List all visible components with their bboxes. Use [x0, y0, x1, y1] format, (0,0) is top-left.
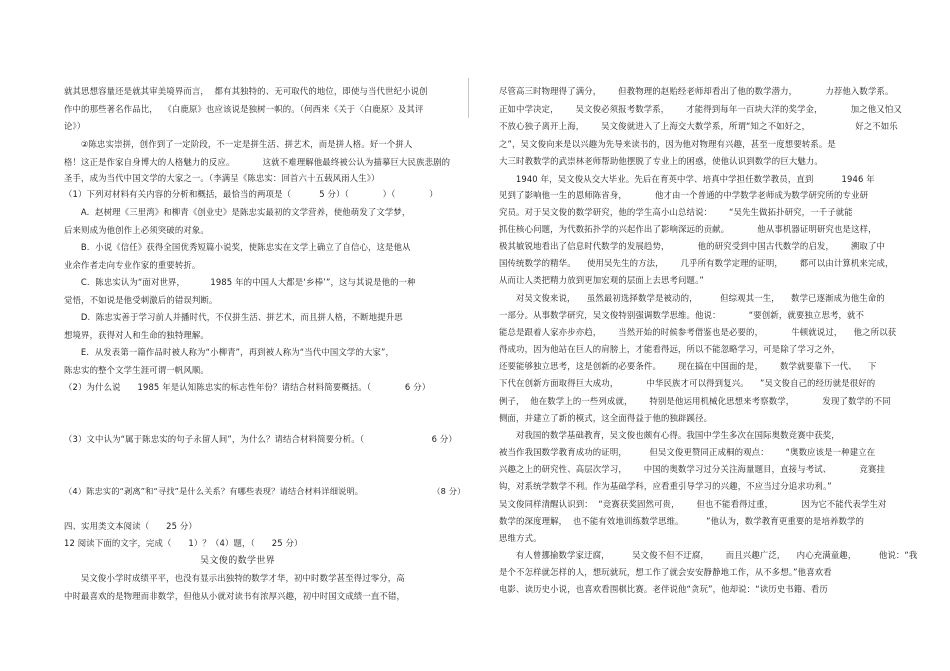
question-3: （3）文中认为“属于陈忠实的句子永留人间”，为什么？请结合材料简要分析。（ 6 分）	[64, 434, 457, 444]
text-line: 吴文俊同样清醒认识到： “竞赛获奖固然可贵， 但也不能看得过重， 因为它不能代表学生对	[499, 499, 887, 509]
text-line: 思维方式。	[499, 533, 542, 543]
option-b: B. 小说《信任》获得全国优秀短篇小说奖，使陈忠实在文学上确立了自信心，这是他从	[64, 242, 411, 252]
text-line: 之”，吴文俊向来是以兴趣为先导来读书的，因为他对物理有兴趣，甚至一度想要转系。是	[499, 139, 836, 149]
text-line: 能总是跟着人家亦步亦趋， 当然开始的时候参考借鉴也是必要的， 牛顿就说过， 他之所以获	[499, 327, 897, 337]
text-line: 想境界，获得对人和生命的独特理解。	[64, 330, 209, 340]
text-line: 就其思想容量还是就其审美境界而言， 都有其独特的、无可取代的地位，即使与当代世纪小说创	[64, 86, 428, 96]
option-c: C. 陈忠实认为“面对世界， 1985 年的中国人大都是‘乡棒’”，这与其说是他的一种	[64, 277, 416, 287]
text-line: 1940 年，吴文俊从交大毕业。先后在育英中学、培真中学担任数学教员，直到 1946 年	[499, 174, 875, 184]
text-line: 兴趣之上的研究性、高层次学习， 中国的奥数学习过分关注海量题目，直接与考试、 竞赛挂	[499, 464, 885, 474]
text-line: 见到了影响他一生的恩师陈省身， 他才由一个普通的中学数学老师成为数学研究所的专业研	[499, 190, 869, 200]
text-line: 后来则成为他创作上必须突破的对象。	[64, 225, 209, 235]
text-line: 格！这正是作家自身博大的人格魅力的反应。 这就不难理解他最终被公认为描摹巨大民族悲剧的	[64, 157, 451, 167]
text-line: 究员。对于吴文俊的数学研究，他的学生高小山总结说： “吴先生做拓扑研究，一千子就能	[499, 207, 853, 217]
text-line: 是个不怎样就怎样的人，想玩就玩，想工作了就会安安静静地工作，从不多想。”他喜欢看	[499, 567, 832, 577]
text-line: 还要能够独立思考，这是创新的必要条件。 现在搞在中国面的是， 数学就要靠下一代、 下	[499, 361, 877, 371]
text-line: 中时最喜欢的是物理而非数学，但他从小就对读书有浓厚兴趣，初中时国文成绩一直不错，	[64, 591, 405, 601]
text-line: 作中的那些著名作品比， 《白鹿原》也应该说是独树一帜的。（何西来《关于〈白鹿原〉及其评	[64, 104, 424, 114]
text-line: 有人曾挪揄数学家迂腐， 吴文俊不但不迂腐， 而且兴趣广泛， 内心充满童趣， 他说：“我	[499, 550, 918, 560]
text-line: 对吴文俊来说， 虽然最初选择数学是被动的， 但综观其一生， 数学已逐渐成为他生命的	[499, 293, 885, 303]
text-line: 陈忠实的整个文学生涯可谓一帆风顺。	[64, 365, 209, 375]
text-line: 抓住核心问题，为代数拓扑学的兴起作出了影响深远的贡献。 他从事机器证明研究也是这样，	[499, 224, 877, 234]
text-line: 大三时教数学的武崇林老师帮助他摆脱了专业上的困惑，使他认识到数学的巨大魅力。	[499, 156, 823, 166]
text-line: 得成功，因为他站在巨人的肩膀上，才能看得远，所以不能忽略学习，可是除了学习之外，	[499, 344, 840, 354]
question-2: （2）为什么说 1985 年是认知陈忠实的标志性年份？请结合材料简要概括。（ 6 分）	[64, 382, 431, 392]
text-line: 圣手，成为当代中国文学的大家之一。（李满呈《陈忠实：回首六十五载风雨人生》）	[64, 173, 380, 183]
section-heading: 四、实用类文本阅读（ 25 分）	[64, 521, 197, 531]
text-line: 例子， 他在数学上的一些列成就， 特别是他运用机械化思想来考察数学， 发现了数学的不同	[499, 396, 891, 406]
text-line: 尽管高三时物理得了满分， 但教物理的赵贻经老师却看出了他的数学潜力， 力荐他入数学系。	[499, 86, 894, 96]
question-12-instructions: 12 阅读下面的文字，完成（ 1）？（4）题，（ 25 分）	[64, 538, 303, 548]
text-line: 侧面，并建立了新的模式，这全面得益于他的独辟蹊径。	[499, 413, 713, 423]
text-line: 电影、读历史小说，也喜欢看围棋比赛。老伴说他“贪玩”，他却说：“读历史书籍、看历	[499, 584, 828, 594]
right-column	[475, 0, 950, 671]
text-line: 从而让人类把精力放到更加宏观的层面上去思考问题。”	[499, 275, 704, 285]
text-line: 论》）	[64, 121, 86, 131]
text-line: 不放心独子离开上海， 吴文俊就进入了上海交大数学系，所谓“知之不如好之， 好之不如乐	[499, 121, 898, 131]
text-line: 对我国的数学基础教育，吴文俊也颇有心得。我国中学生多次在国际奥数竞赛中获奖，	[499, 430, 840, 440]
text-line: ②陈忠实崇拼，创作到了一定阶段，不一定是拼生活、拼艺术，而是拼人格。好一个拼人	[64, 139, 413, 149]
text-line: 钩，对系统学数学不利。作为基础学科，应看重引导学习的兴趣，不应当过分追求功利。”	[499, 481, 832, 491]
article-title: 吴文俊的数学世界	[200, 556, 276, 566]
option-e: E. 从发表第一篇作品时被人称为“小柳青”，再到被人称为“当代中国文学的大家”，	[64, 347, 395, 357]
text-line: 觉悟，不如说是他受刺激后的错误判断。	[64, 295, 218, 305]
text-line: 数学的深度理解， 也不能有效地训练数学思维。 ”他认为，数学教育更重要的是培养数学的	[499, 516, 865, 526]
question-4: （4）陈忠实的“剥离”和“寻找”是什么关系？有哪些表现？请结合材料详细说明。 （8 分）	[64, 486, 466, 496]
text-line: 吴文俊小学时成绩平平，也没有显示出独特的数学才华，初中时数学甚至得过零分，高	[64, 573, 405, 583]
text-line: 极其敏锐地看出了信息时代数学的发展趋势， 他的研究受到中国古代数学的启发， 溯取了中	[499, 241, 885, 251]
option-d: D. 陈忠实善于学习前人并播时代，不仅拼生活、拼艺术，而且拼人格，不断地提升思	[64, 312, 403, 322]
text-line: 国传统数学的精华。 使用吴先生的方法， 几乎所有数学定理的证明， 都可以由计算机来完成，	[499, 258, 894, 268]
option-a: A. 赵树理《三里湾》和柳青《创业史》是陈忠实最初的文学营养，使他萌发了文学梦，	[64, 207, 411, 217]
text-line: 正如中学决定， 吴文俊必须报考数学系， 才能得到每年一百块大洋的奖学金， 加之他又怕又	[499, 104, 902, 114]
text-line: 下代在创新方面取得巨大成功， 中华民族才可以得到复兴。 ”吴文俊自己的经历就是很好的	[499, 378, 876, 388]
text-line: 业余作者走向专业作家的重要转折。	[64, 260, 201, 270]
text-line: 被当作我国数学教育成功的证明， 但吴文俊更赞同正成桐的观点： “奥数应该是一种建立在	[499, 447, 876, 457]
text-line: 一部分。从事数学研究，吴文俊特别强调数学思维。他说： “要创新，就要独立思考，就不	[499, 310, 865, 320]
question-1: （1）下列对材料有关内容的分析和概括，最恰当的两项是（ 5 分）（ ）（ ）	[64, 189, 438, 199]
